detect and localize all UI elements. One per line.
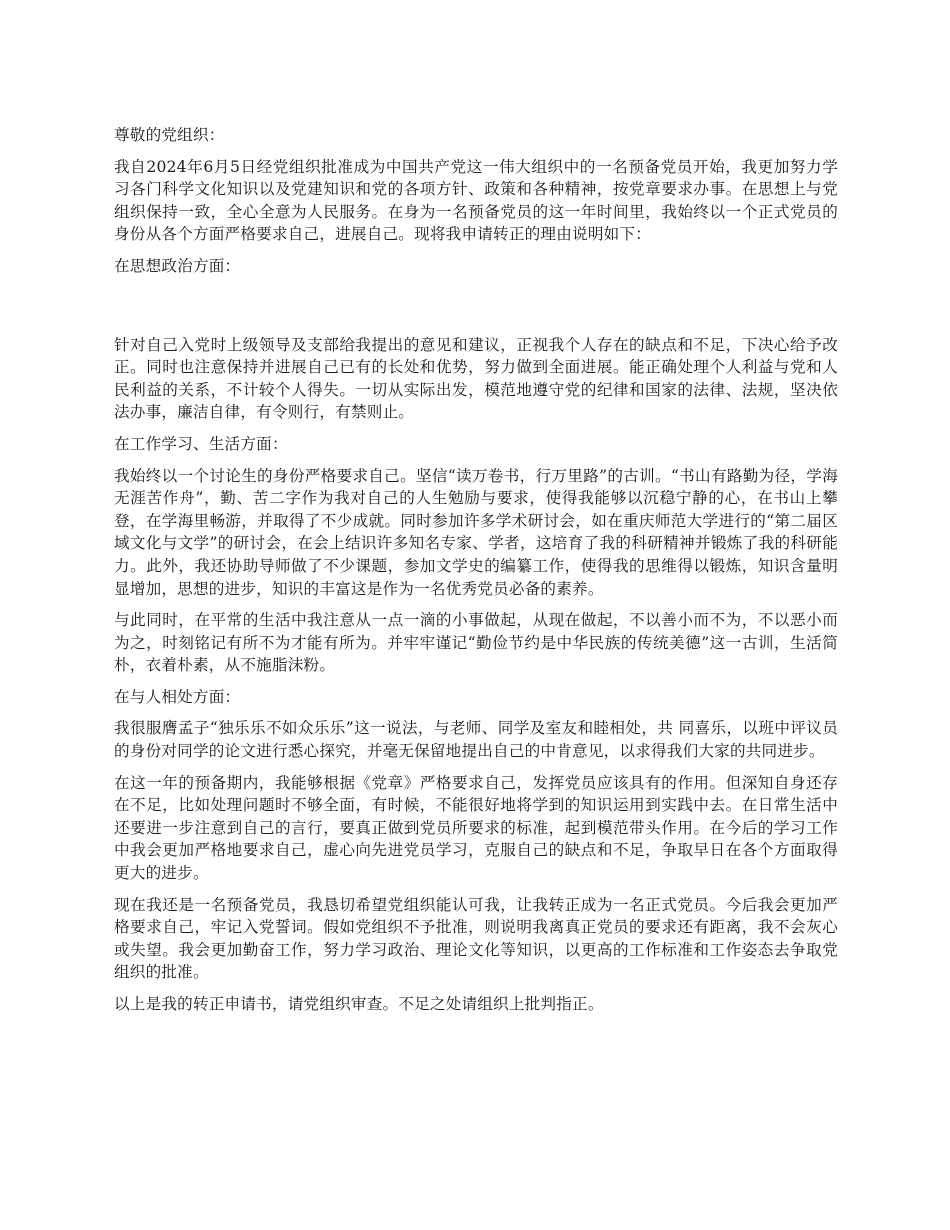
closing-paragraph: 以上是我的转正申请书，请党组织审查。不足之处请组织上批判指正。 (114, 995, 604, 1013)
relations-paragraph: 我很服膺孟子“独乐乐不如众乐乐”这一说法，与老师、同学及室友和睦相处，共 同喜乐，以班中评议员的身份对同学的论文进行悉心探究，并毫无保留地提出自己的中肯意见，以求得我们大家的共同进步。 (114, 719, 838, 761)
blank-space (114, 287, 838, 334)
section-heading-relations: 在与人相处方面： (114, 687, 241, 706)
request-paragraph: 现在我还是一名预备党员，我恳切希望党组织能认可我，让我转正成为一名正式党员。今后我会更加严格要求自己，牢记入党誓词。假如党组织不予批准，则说明我离真正党员的要求还有距离，我不会灰心或失望。我会更加勤奋工作，努力学习政治、理论文化等知识，以更高的工作标准和工作姿态去争取党组织的批准。 (114, 895, 838, 982)
section-heading-work-study: 在工作学习、生活方面： (114, 434, 288, 453)
ideology-paragraph: 针对自己入党时上级领导及支部给我提出的意见和建议，正视我个人存在的缺点和不足，下决心给予改正。同时也注意保持并进展自己已有的长处和优势，努力做到全面进展。能正确处理个人利益与党和人民利益的关系，不计较个人得失。一切从实际出发，模范地遵守党的纪律和国家的法律、法规，坚决依法办事，廉洁自律，有令则行，有禁则止。 (114, 335, 838, 422)
intro-paragraph: 我自2024年6月5日经党组织批准成为中国共产党这一伟大组织中的一名预备党员开始，我更加努力学习各门科学文化知识以及党建知识和党的各项方针、政策和各种精神，按党章要求办事。在思想上与党组织保持一致，全心全意为人民服务。在身为一名预备党员的这一年时间里，我始终以一个正式党员的身份从各个方面严格要求自己，进展自己。现将我申请转正的理由说明如下： (114, 157, 838, 244)
section-heading-ideology: 在思想政治方面： (114, 256, 241, 275)
reflection-paragraph: 在这一年的预备期内，我能够根据《党章》严格要求自己，发挥党员应该具有的作用。但深知自身还存在不足，比如处理问题时不够全面，有时候，不能很好地将学到的知识运用到实践中去。在日常生活中还要进一步注意到自己的言行，要真正做到党员所要求的标准，起到模范带头作用。在今后的学习工作中我会更加严格地要求自己，虚心向先进党员学习，克服自己的缺点和不足，争取早日在各个方面取得更大的进步。 (114, 773, 838, 883)
work-study-paragraph-2: 与此同时，在平常的生活中我注意从一点一滴的小事做起，从现在做起，不以善小而不为，不以恶小而为之，时刻铭记有所不为才能有所为。并牢牢谨记“勤俭节约是中华民族的传统美德”这一古训，生活简朴，衣着朴素，从不施脂沫粉。 (114, 611, 838, 675)
salutation: 尊敬的党组织： (114, 126, 225, 144)
letter-body (114, 124, 838, 1025)
work-study-paragraph-1: 我始终以一个讨论生的身份严格要求自己。坚信“读万卷书，行万里路”的古训。“书山有路勤为径，学海无涯苦作舟”，勤、苦二字作为我对自己的人生勉励与要求，使得我能够以沉稳宁静的心，在书山上攀登，在学海里畅游，并取得了不少成就。同时参加许多学术研讨会，如在重庆师范大学进行的“第二届区域文化与文学”的研讨会，在会上结识许多知名专家、学者，这培育了我的科研精神并锻炼了我的科研能力。此外，我还协助导师做了不少课题，参加文学史的编纂工作，使得我的思维得以锻炼，知识含量明显增加，思想的进步，知识的丰富这是作为一名优秀党员必备的素养。 (114, 466, 838, 598)
